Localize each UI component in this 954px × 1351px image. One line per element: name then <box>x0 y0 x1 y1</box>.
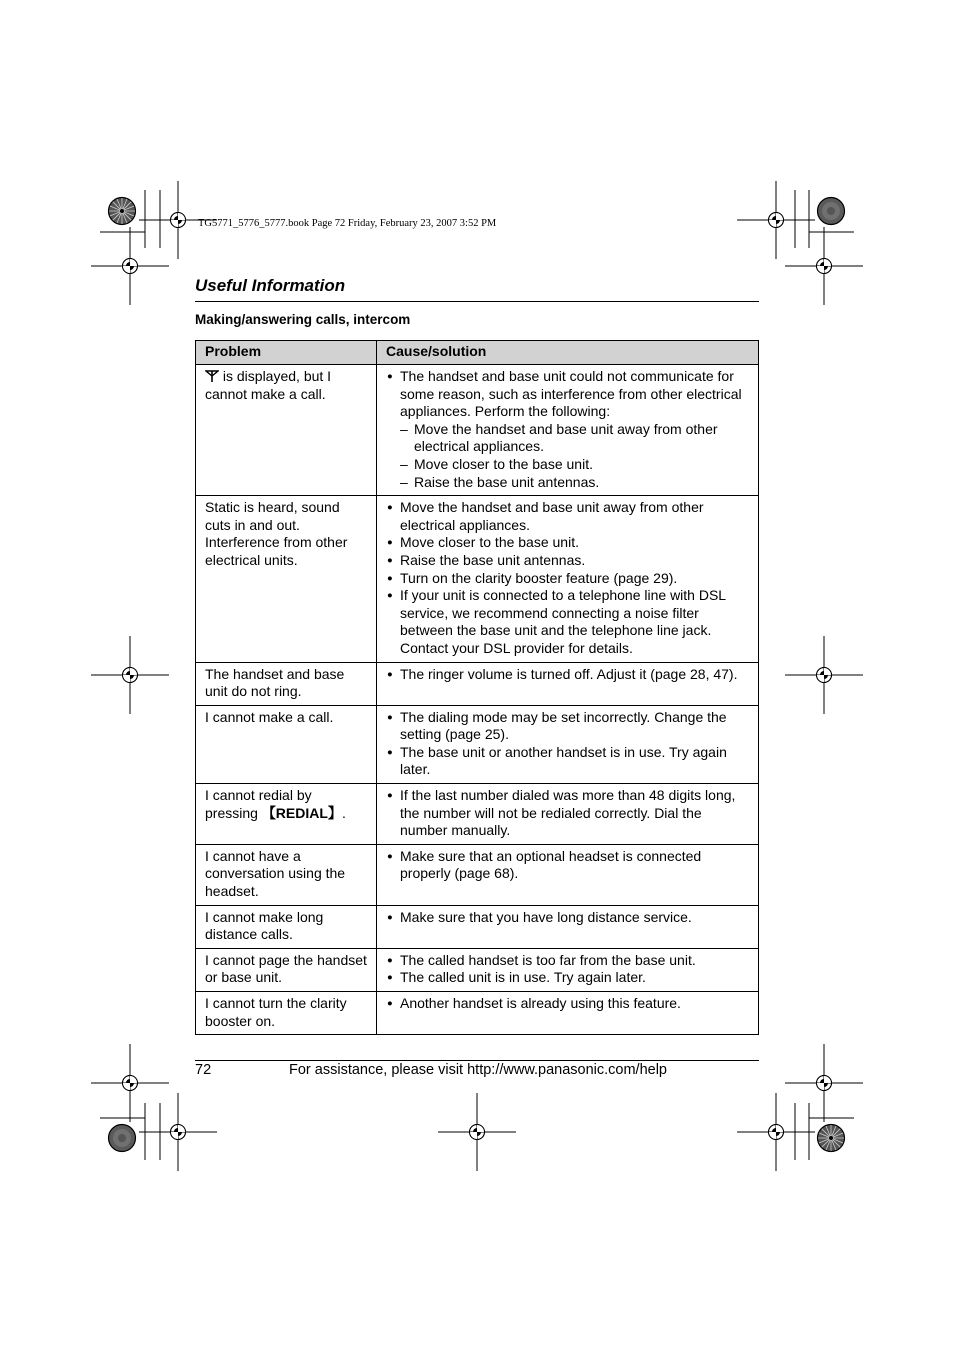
problem-cell <box>196 365 377 496</box>
table-row <box>196 844 759 905</box>
header-cause-solution: Cause/solution <box>377 341 759 365</box>
problem-text: is displayed, but I cannot make a call. <box>205 368 332 402</box>
table-row <box>196 905 759 948</box>
troubleshooting-table <box>195 340 759 1035</box>
registration-target-icon <box>139 1093 217 1171</box>
solution-item: ● Another handset is already using this feature. <box>386 995 750 1013</box>
table-row <box>196 784 759 845</box>
solution-item: ● Make sure that an optional headset is connected properly (page 68). <box>386 848 750 883</box>
solution-item: ● Move the handset and base unit away from other electrical appliances. <box>386 499 750 534</box>
solution-cell <box>377 662 759 705</box>
registration-target-icon <box>737 1093 815 1171</box>
table-row <box>196 662 759 705</box>
solution-cell <box>377 705 759 783</box>
solution-item: ● The ringer volume is turned off. Adjust it (page 28, 47). <box>386 666 750 684</box>
solution-list <box>386 368 750 421</box>
solution-item: ● Make sure that you have long distance service. <box>386 909 750 927</box>
solution-cell <box>377 844 759 905</box>
footer-rule <box>195 1060 759 1061</box>
solution-sublist <box>400 421 750 491</box>
redial-key-label: 【REDIAL】 <box>261 804 342 821</box>
header-problem: Problem <box>196 341 377 365</box>
print-info: TG5771_5776_5777.book Page 72 Friday, February 23, 2007 3:52 PM <box>198 218 497 229</box>
problem-cell: I cannot make long distance calls. <box>196 905 377 948</box>
registration-target-icon <box>785 636 863 714</box>
solution-list <box>386 909 750 927</box>
solution-item: ● The base unit or another handset is in use. Try again later. <box>386 744 750 779</box>
registration-target-icon <box>91 1044 169 1122</box>
solution-cell <box>377 784 759 845</box>
solution-subitem: – Move closer to the base unit. <box>400 456 750 474</box>
solution-item: ● If your unit is connected to a telephone line with DSL service, we recommend connecting a noise filter between the base unit and the telephone line jack. Contact your DSL provider for details. <box>386 587 750 657</box>
registration-target-icon <box>91 227 169 305</box>
table-header-row <box>196 341 759 365</box>
solution-list <box>386 952 750 987</box>
solution-item: ● Raise the base unit antennas. <box>386 552 750 570</box>
solution-list <box>386 499 750 657</box>
table-row <box>196 705 759 783</box>
solution-item: ● The handset and base unit could not communicate for some reason, such as interference from other electrical appliances. Perform the following: <box>386 368 750 421</box>
solution-item: ● The dialing mode may be set incorrectly. Change the setting (page 25). <box>386 709 750 744</box>
problem-cell: The handset and base unit do not ring. <box>196 662 377 705</box>
starburst-circle-icon <box>109 198 136 225</box>
registration-target-icon <box>737 181 815 259</box>
table-row <box>196 992 759 1035</box>
title-rule <box>195 301 759 302</box>
table-row <box>196 365 759 496</box>
problem-cell: Static is heard, sound cuts in and out. Interference from other electrical units. <box>196 496 377 662</box>
registration-target-icon <box>438 1093 516 1171</box>
problem-cell: I cannot make a call. <box>196 705 377 783</box>
table-row <box>196 948 759 991</box>
solution-list <box>386 787 750 840</box>
solution-list <box>386 995 750 1013</box>
problem-cell: I cannot have a conversation using the headset. <box>196 844 377 905</box>
solution-item: ● The called handset is too far from the base unit. <box>386 952 750 970</box>
solution-item: ● If the last number dialed was more than 48 digits long, the number will not be redialed correctly. Dial the number manually. <box>386 787 750 840</box>
solution-cell <box>377 992 759 1035</box>
assistance-text: For assistance, please visit http://www.panasonic.com/help <box>289 1062 667 1078</box>
solution-subitem: – Move the handset and base unit away from other electrical appliances. <box>400 421 750 456</box>
registration-target-icon <box>785 1044 863 1122</box>
page-number: 72 <box>195 1062 212 1078</box>
problem-text: I cannot redial by pressing <box>205 787 312 821</box>
solution-item: ● The called unit is in use. Try again later. <box>386 969 750 987</box>
solution-cell <box>377 905 759 948</box>
solution-cell <box>377 496 759 662</box>
solution-subitem: – Raise the base unit antennas. <box>400 474 750 492</box>
solution-list <box>386 709 750 779</box>
subsection-title: Making/answering calls, intercom <box>195 312 411 327</box>
registration-target-icon <box>91 636 169 714</box>
solution-item: ● Move closer to the base unit. <box>386 534 750 552</box>
problem-text-end: . <box>341 804 346 821</box>
table-row <box>196 496 759 662</box>
registration-target-icon <box>785 227 863 305</box>
solution-item: ● Turn on the clarity booster feature (page 29). <box>386 570 750 588</box>
starburst-circle-icon <box>818 1125 845 1152</box>
solution-cell <box>377 365 759 496</box>
solution-list <box>386 666 750 684</box>
starburst-circle-icon <box>818 198 845 225</box>
antenna-signal-icon <box>205 370 219 382</box>
problem-cell <box>196 784 377 845</box>
problem-cell: I cannot turn the clarity booster on. <box>196 992 377 1035</box>
solution-cell <box>377 948 759 991</box>
section-title: Useful Information <box>195 276 346 295</box>
starburst-circle-icon <box>109 1125 136 1152</box>
problem-cell: I cannot page the handset or base unit. <box>196 948 377 991</box>
solution-list <box>386 848 750 883</box>
